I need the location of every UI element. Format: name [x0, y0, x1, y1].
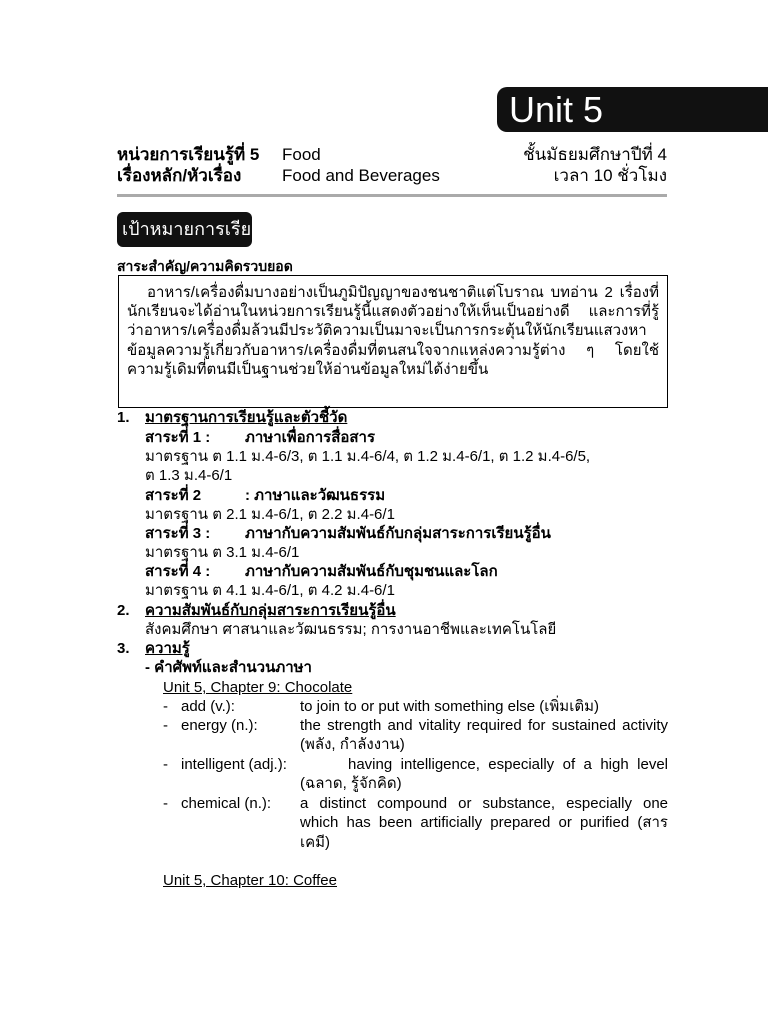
time-label: เวลา 10 ชั่วโมง — [553, 166, 667, 185]
strand-3-name: ภาษากับความสัมพันธ์กับกลุ่มสาระการเรียนรู้อื่น — [245, 525, 551, 542]
section-2-number: 2. — [117, 602, 130, 619]
vocab-bullet: - — [163, 756, 168, 773]
section-3-number: 3. — [117, 640, 130, 657]
vocab-bullet: - — [163, 698, 168, 715]
section-3-title: ความรู้ — [145, 640, 190, 657]
strand-4-name: ภาษากับความสัมพันธ์กับชุมชนและโลก — [245, 563, 498, 580]
strand-3-standard: มาตรฐาน ต 3.1 ม.4-6/1 — [145, 544, 300, 561]
vocab-term: energy (n.): — [181, 717, 258, 734]
vocab-term: chemical (n.): — [181, 795, 272, 812]
strand-1-standard-a: มาตรฐาน ต 1.1 ม.4-6/3, ต 1.1 ม.4-6/4, ต 1.2 ม.4-6/1, ต 1.2 ม.4-6/5, — [145, 448, 591, 465]
unit-banner-text: Unit 5 — [509, 89, 604, 130]
topic-label: เรื่องหลัก/หัวเรื่อง — [117, 166, 242, 185]
concept-box — [118, 275, 668, 408]
unit-banner — [497, 87, 768, 132]
section-1-title: มาตรฐานการเรียนรู้และตัวชี้วัด — [145, 409, 348, 426]
vocab-term: intelligent (adj.): — [181, 756, 287, 773]
strand-2-name: : ภาษาและวัฒนธรรม — [245, 487, 386, 504]
vocab-bullet: - — [163, 795, 168, 812]
concept-title: สาระสำคัญ/ความคิดรวบยอด — [117, 258, 293, 274]
strand-2-label: สาระที่ 2 — [145, 487, 202, 504]
strand-3-label: สาระที่ 3 : — [145, 525, 211, 542]
strand-1-label: สาระที่ 1 : — [145, 429, 211, 446]
chapter-9-heading: Unit 5, Chapter 9: Chocolate — [163, 679, 353, 696]
strand-1-standard-b: ต 1.3 ม.4-6/1 — [145, 467, 233, 484]
vocab-definition: to join to or put with something else (เพิ่มเติม) — [300, 698, 599, 715]
chapter-10-heading: Unit 5, Chapter 10: Coffee — [163, 872, 337, 889]
strand-4-standard: มาตรฐาน ต 4.1 ม.4-6/1, ต 4.2 ม.4-6/1 — [145, 582, 395, 599]
section-2-text: สังคมศึกษา ศาสนาและวัฒนธรรม; การงานอาชีพและเทคโนโลยี — [145, 621, 557, 638]
vocab-definition: the strength and vitality required for sustained activity (พลัง, กำลังงาน) — [300, 717, 668, 754]
concept-text: อาหาร/เครื่องดื่มบางอย่างเป็นภูมิปัญญาของชนชาติแต่โบราณ บทอ่าน 2 เรื่องที่นักเรียนจะได้อ่านในหน่วยการเรียนรู้นี้แสดงตัวอย่างให้เห็นเป็นอย่างดี และการที่รู้ว่าอาหาร/เครื่องดื่มล้วนมีประวัติความเป็นมาจะเป็นการกระตุ้นให้นักเรียนแสวงหาข้อมูลความรู้เกี่ยวกับอาหาร/เครื่องดื่มที่ตนสนใจจากแหล่งความรู้ต่าง ๆ โดยใช้ความรู้เดิมที่ตนมีเป็นฐานช่วยให้อ่านข้อมูลใหม่ได้ง่ายขึ้น — [127, 284, 659, 378]
section-1-number: 1. — [117, 409, 130, 426]
goal-heading-box — [117, 212, 274, 247]
vocab-bullet: - — [163, 717, 168, 734]
strand-4-label: สาระที่ 4 : — [145, 563, 211, 580]
vocab-definition: having intelligence, especially of a high level (ฉลาด, รู้จักคิด) — [300, 756, 668, 793]
vocab-definition: a distinct compound or substance, especially one which has been artificially prepared or purified (สารเคมี) — [300, 795, 668, 851]
strand-2-standard: มาตรฐาน ต 2.1 ม.4-6/1, ต 2.2 ม.4-6/1 — [145, 506, 395, 523]
unit-label: หน่วยการเรียนรู้ที่ 5 — [117, 145, 260, 164]
section-2-title: ความสัมพันธ์กับกลุ่มสาระการเรียนรู้อื่น — [145, 602, 396, 619]
unit-value: Food — [282, 145, 321, 164]
goal-heading: เป้าหมายการเรียนรู้ — [122, 219, 274, 239]
vocab-term: add (v.): — [181, 698, 235, 715]
header-divider — [117, 194, 667, 197]
section-3-subheading: - คำศัพท์และสำนวนภาษา — [145, 659, 312, 676]
strand-1-name: ภาษาเพื่อการสื่อสาร — [245, 429, 376, 446]
grade-label: ชั้นมัธยมศึกษาปีที่ 4 — [523, 145, 667, 164]
topic-value: Food and Beverages — [282, 166, 440, 185]
